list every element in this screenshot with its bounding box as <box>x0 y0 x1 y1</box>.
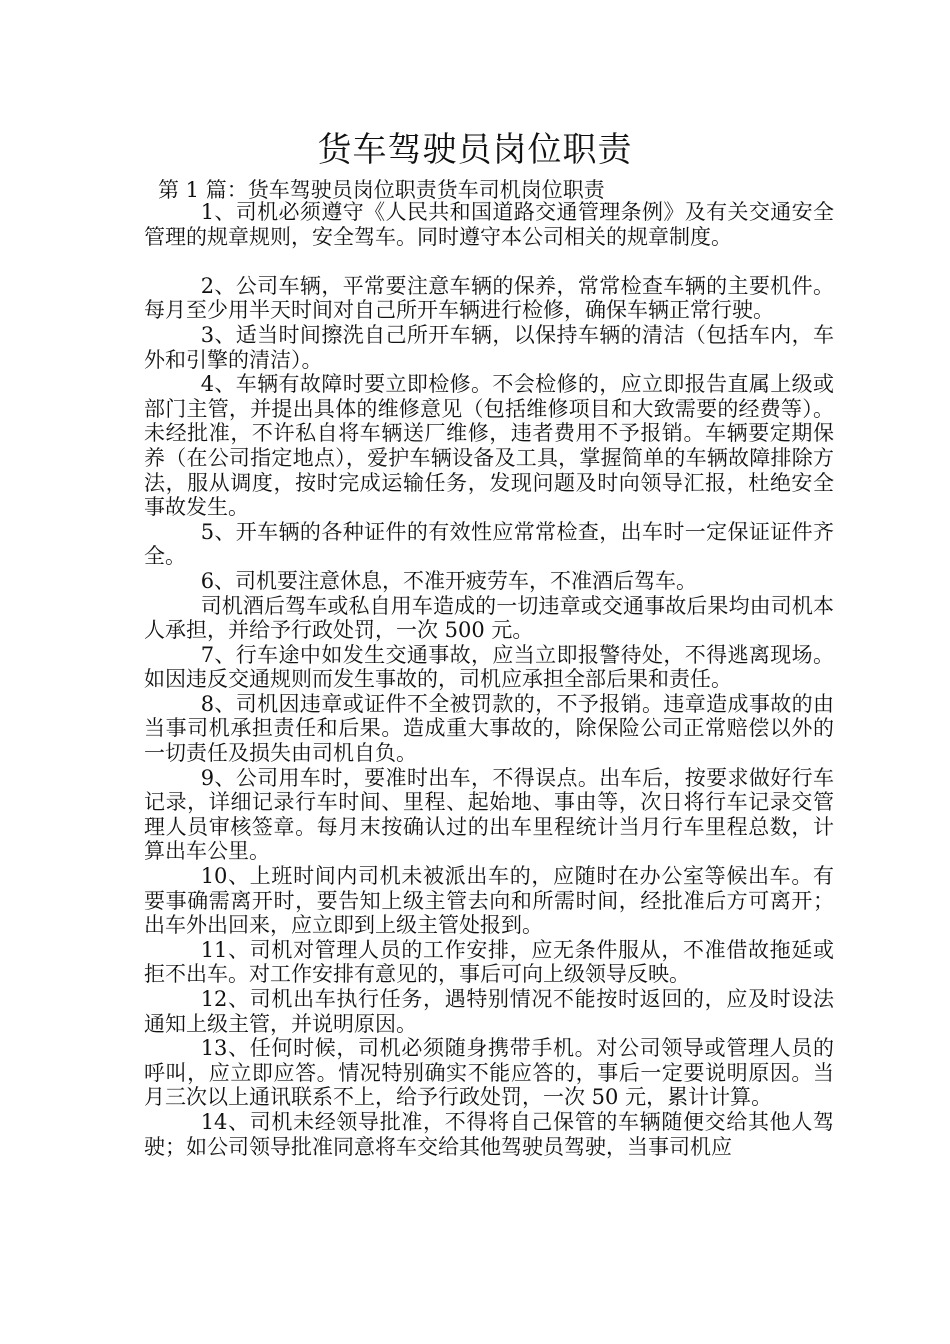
paragraph-2: 2、公司车辆，平常要注意车辆的保养，常常检查车辆的主要机件。每月至少用半天时间对自己所开车辆进行检修，确保车辆正常行驶。 <box>144 273 834 323</box>
paragraph-11: 11、司机对管理人员的工作安排，应无条件服从，不准借故拖延或拒不出车。对工作安排有意见的，事后可向上级领导反映。 <box>144 937 834 987</box>
paragraph-8: 8、司机因违章或证件不全被罚款的，不予报销。违章造成事故的由当事司机承担责任和后果。造成重大事故的，除保险公司正常赔偿以外的一切责任及损失由司机自负。 <box>144 691 834 766</box>
paragraph-14: 14、司机未经领导批准，不得将自己保管的车辆随便交给其他人驾驶；如公司领导批准同意将车交给其他驾驶员驾驶，当事司机应 <box>144 1109 834 1159</box>
paragraph-3: 3、适当时间擦洗自己所开车辆，以保持车辆的清洁（包括车内，车外和引擎的清洁）。 <box>144 322 834 372</box>
paragraph-9: 9、公司用车时，要准时出车，不得误点。出车后，按要求做好行车记录，详细记录行车时间、里程、起始地、事由等，次日将行车记录交管理人员审核签章。每月末按确认过的出车里程统计当月行车里程总数，计算出车公里。 <box>144 765 834 864</box>
paragraph-6-note: 司机酒后驾车或私自用车造成的一切违章或交通事故后果均由司机本人承担，并给予行政处罚，一次 500 元。 <box>144 593 834 643</box>
document-body <box>144 200 834 1159</box>
paragraph-5: 5、开车辆的各种证件的有效性应常常检查，出车时一定保证证件齐全。 <box>144 519 834 569</box>
paragraph-7: 7、行车途中如发生交通事故，应当立即报警待处，不得逃离现场。如因违反交通规则而发生事故的，司机应承担全部后果和责任。 <box>144 642 834 692</box>
document-subtitle: 第 1 篇：货车驾驶员岗位职责货车司机岗位职责 <box>158 178 605 202</box>
paragraph-12: 12、司机出车执行任务，遇特别情况不能按时返回的，应及时设法通知上级主管，并说明原因。 <box>144 987 834 1036</box>
paragraph-6: 6、司机要注意休息，不准开疲劳车，不准酒后驾车。 <box>200 568 698 593</box>
paragraph-4: 4、车辆有故障时要立即检修。不会检修的，应立即报告直属上级或部门主管，并提出具体的维修意见（包括维修项目和大致需要的经费等）。未经批准，不许私自将车辆送厂维修，违者费用不予报销。车辆要定期保养（在公司指定地点），爱护车辆设备及工具，掌握简单的车辆故障排除方法，服从调度，按时完成运输任务，发现问题及时向领导汇报，杜绝安全事故发生。 <box>144 372 834 520</box>
paragraph-10: 10、上班时间内司机未被派出车的，应随时在办公室等候出车。有要事确需离开时，要告知上级主管去向和所需时间，经批准后方可离开；出车外出回来，应立即到上级主管处报到。 <box>144 864 834 938</box>
paragraph-1: 1、司机必须遵守《人民共和国道路交通管理条例》及有关交通安全管理的规章规则，安全驾车。同时遵守本公司相关的规章制度。 <box>144 200 834 249</box>
document-title: 货车驾驶员岗位职责 <box>317 130 633 170</box>
paragraph-13: 13、任何时候，司机必须随身携带手机。对公司领导或管理人员的呼叫，应立即应答。情况特别确实不能应答的，事后一定要说明原因。当月三次以上通讯联系不上，给予行政处罚，一次 50 元，累计计算。 <box>144 1036 834 1110</box>
